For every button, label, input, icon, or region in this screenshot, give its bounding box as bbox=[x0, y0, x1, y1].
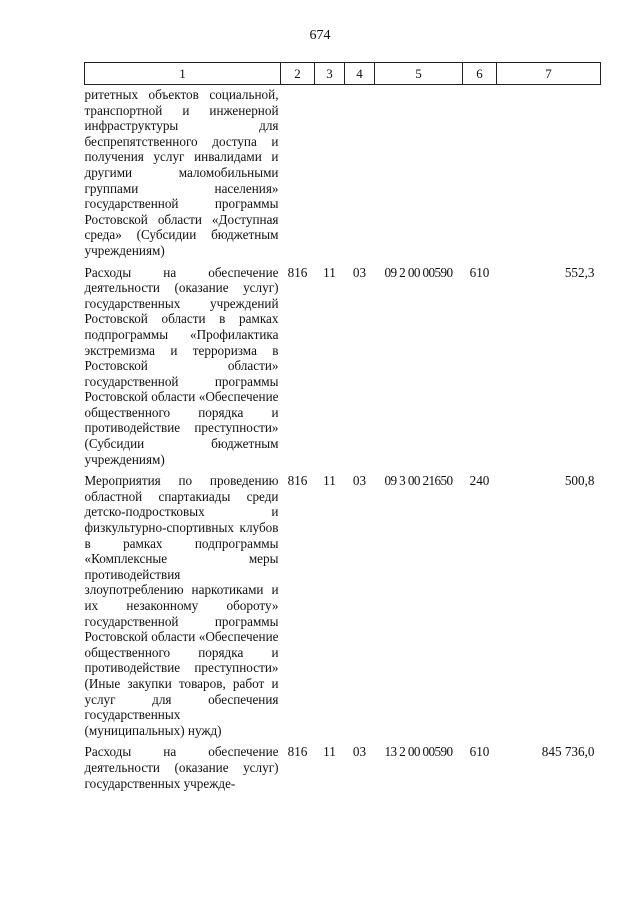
row-amount: 500,8 bbox=[564, 473, 595, 489]
row-subsection-code bbox=[345, 85, 375, 259]
row-ministry-code: 816 bbox=[287, 744, 308, 760]
header-col-1: 1 bbox=[85, 63, 281, 85]
row-subsection-code: 03 bbox=[352, 744, 367, 760]
header-col-7: 7 bbox=[497, 63, 601, 85]
row-subsection-code: 03 bbox=[352, 473, 367, 489]
row-ministry-code: 816 bbox=[287, 264, 308, 280]
row-description: Расходы на обеспечение деятельности (оказание услуг) государственных учрежде- bbox=[84, 744, 279, 791]
row-section-code: 11 bbox=[323, 264, 336, 280]
row-target-article bbox=[375, 85, 463, 259]
row-expense-type: 610 bbox=[469, 744, 490, 760]
table-row bbox=[85, 744, 601, 791]
table-row bbox=[85, 265, 601, 468]
row-section-code bbox=[315, 85, 345, 259]
row-expense-type: 240 bbox=[469, 473, 490, 489]
row-expense-type: 610 bbox=[469, 264, 490, 280]
row-expense-type bbox=[463, 85, 497, 259]
header-col-2: 2 bbox=[281, 63, 315, 85]
table-header-row bbox=[85, 63, 601, 85]
row-section-code: 11 bbox=[323, 473, 336, 489]
row-target-article: 09 3 00 21650 bbox=[384, 473, 453, 489]
row-section-code: 11 bbox=[323, 744, 336, 760]
header-col-6: 6 bbox=[463, 63, 497, 85]
row-amount: 845 736,0 bbox=[541, 744, 595, 760]
table-row bbox=[85, 473, 601, 738]
budget-table bbox=[84, 62, 601, 791]
row-amount bbox=[497, 85, 601, 259]
row-description: ритетных объектов социальной, транспортной и инженерной инфраструктуры для беспрепятственного доступа и получения услуг инвалидами и другими маломобильными группами населения» государственной программы Ростовской области «Доступная среда» (Субсидии бюджетным учреждениям) bbox=[84, 87, 279, 258]
row-amount: 552,3 bbox=[564, 264, 595, 280]
row-description: Расходы на обеспечение деятельности (оказание услуг) государственных учреждений Ростовской области в рамках подпрограммы «Профилактика экстремизма и терроризма в Ростовской области» государственной программы Ростовской области «Обеспечение общественного порядка и противодействие преступности» (Субсидии бюджетным учреждениям) bbox=[84, 264, 279, 467]
row-ministry-code: 816 bbox=[287, 473, 308, 489]
row-ministry-code bbox=[281, 85, 315, 259]
header-col-5: 5 bbox=[375, 63, 463, 85]
table-row bbox=[85, 85, 601, 259]
row-description: Мероприятия по проведению областной спартакиады среди детско-подростковых и физкультурно-спортивных клубов в рамках подпрограммы «Комплексные меры противодействия злоупотреблению наркотиками и их незаконному обороту» государственной программы Ростовской области «Обеспечение общественного порядка и противодействие преступности» (Иные закупки товаров, работ и услуг для обеспечения государственных (муниципальных) нужд) bbox=[84, 473, 279, 738]
header-col-3: 3 bbox=[315, 63, 345, 85]
row-subsection-code: 03 bbox=[352, 264, 367, 280]
row-target-article: 13 2 00 00590 bbox=[384, 744, 453, 760]
row-target-article: 09 2 00 00590 bbox=[384, 264, 453, 280]
header-col-4: 4 bbox=[345, 63, 375, 85]
page-number: 674 bbox=[309, 28, 331, 43]
